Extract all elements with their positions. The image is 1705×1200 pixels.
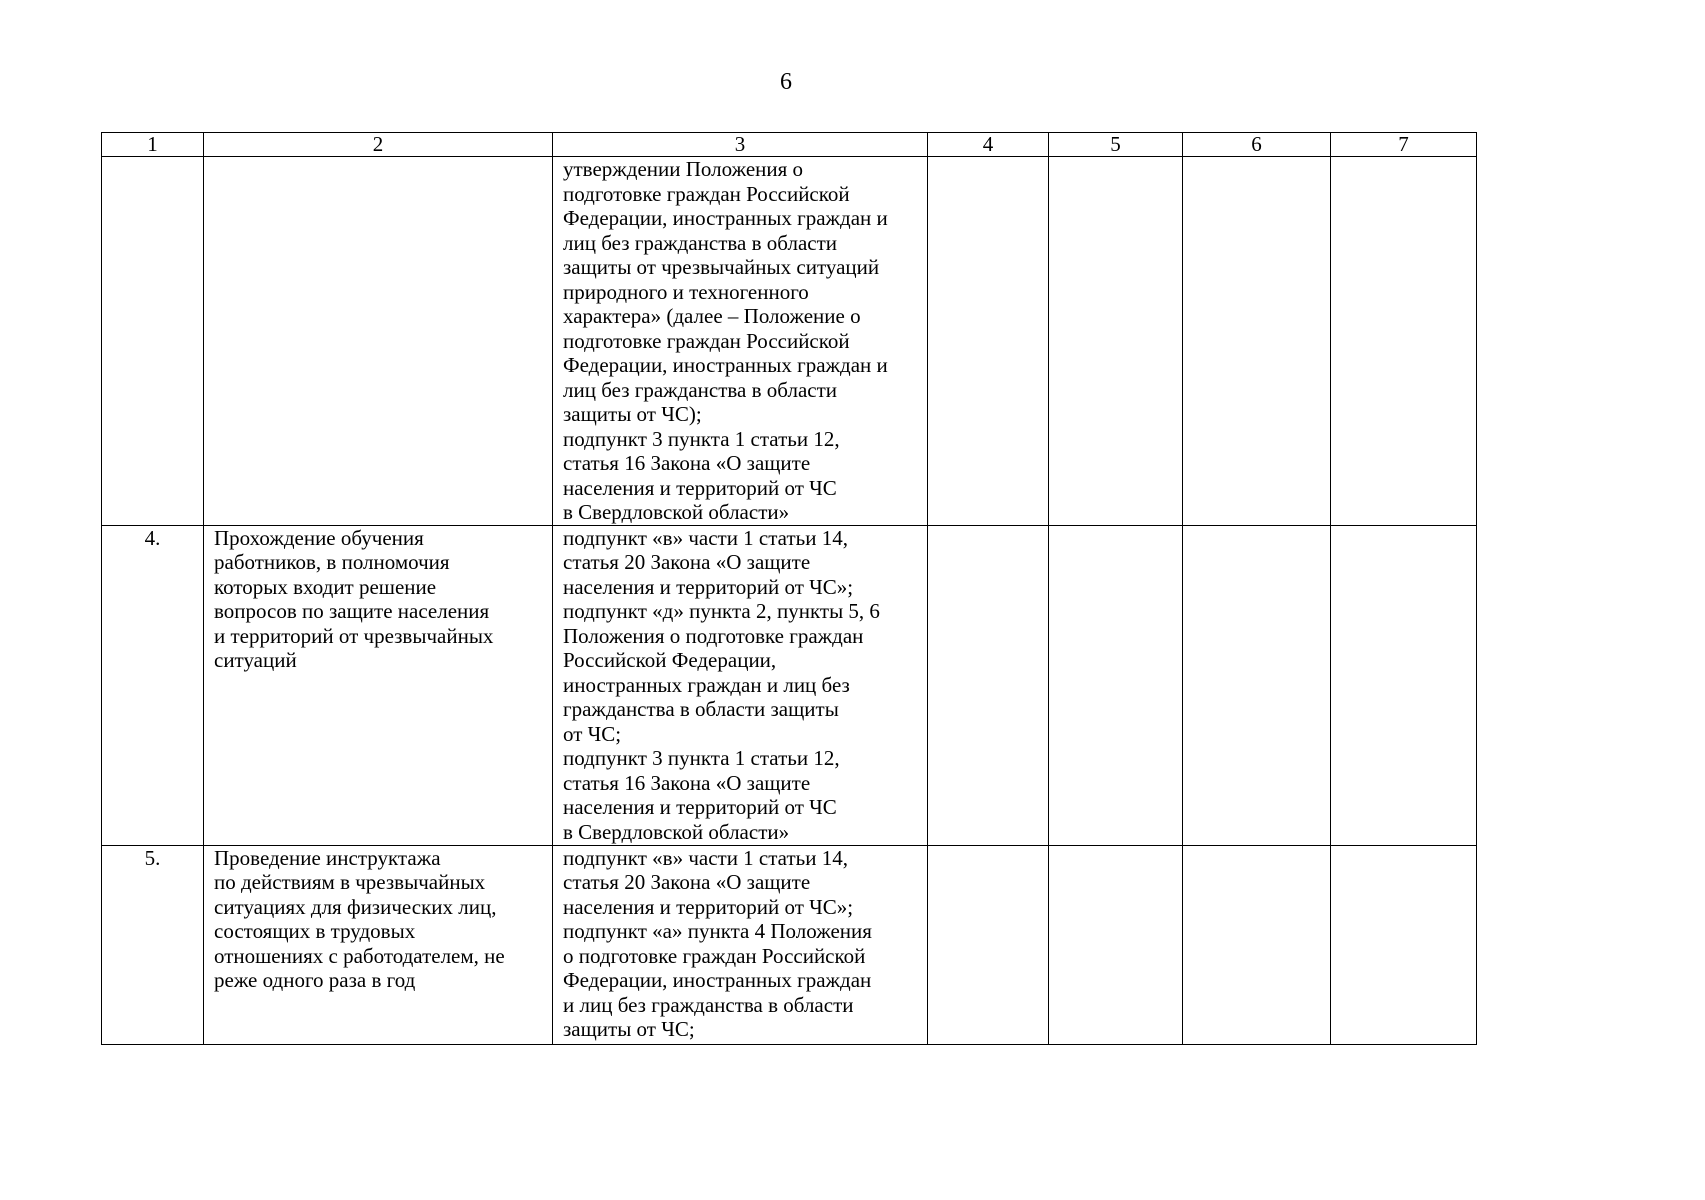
cell-col-4 [928,157,1049,526]
cell-col-4 [928,845,1049,1044]
text-line: состоящих в трудовых [214,919,416,943]
requirement-name [204,525,553,845]
text-line: работников, в полномочия [214,550,450,574]
text-line: отношениях с работодателем, не [214,943,505,968]
text-line: подпункт «д» пункта 2, пункты 5, 6 [563,599,880,623]
text-line: защиты от чрезвычайных ситуаций [563,255,880,279]
header-col-6: 6 [1183,133,1331,157]
page-number: 6 [780,69,792,95]
text-line: природного и техногенного [563,279,809,304]
requirement-name [204,157,553,526]
cell-col-6 [1183,845,1331,1044]
text-line: ситуациях для физических лиц, [214,894,497,919]
text-line: Федерации, иностранных граждан [563,968,872,992]
cell-col-6 [1183,157,1331,526]
text-line: реже одного раза в год [214,968,416,992]
legal-basis [553,157,928,526]
text-line: статья 20 Закона «О защите [563,870,811,894]
text-line: подпункт «а» пункта 4 Положения [563,919,872,943]
cell-col-5 [1049,845,1183,1044]
text-line: вопросов по защите населения [214,599,490,623]
text-line: населения и территорий от ЧС»; [563,894,854,919]
text-line: населения и территорий от ЧС [563,795,837,819]
requirements-table [101,132,1477,1045]
text-line: Российской Федерации, [563,648,777,672]
cell-col-7 [1331,157,1477,526]
legal-basis [553,845,928,1044]
text-line: лиц без гражданства в области [563,230,837,255]
text-line: населения и территорий от ЧС [563,475,837,500]
header-col-2: 2 [204,133,553,157]
header-col-3: 3 [553,133,928,157]
text-line: и территорий от чрезвычайных [214,623,494,648]
text-line: характера» (далее – Положение о [563,304,861,328]
header-col-5: 5 [1049,133,1183,157]
text-line: подготовке граждан Российской [563,328,850,353]
text-line: Федерации, иностранных граждан и [563,206,888,230]
text-line: Федерации, иностранных граждан и [563,353,888,377]
text-line: Прохождение обучения [214,525,424,550]
table-row [102,525,1477,845]
header-row [102,133,1477,157]
text-line: которых входит решение [214,574,437,599]
text-line: Положения о подготовке граждан [563,623,864,648]
header-col-7: 7 [1331,133,1477,157]
requirement-name [204,845,553,1044]
cell-col-7 [1331,525,1477,845]
text-line: статья 16 Закона «О защите [563,451,811,475]
cell-col-6 [1183,525,1331,845]
text-line: подпункт «в» части 1 статьи 14, [563,845,848,870]
text-line: населения и территорий от ЧС»; [563,574,854,599]
text-line: утверждении Положения о [563,157,804,181]
text-line: и лиц без гражданства в области [563,992,854,1017]
legal-basis [553,525,928,845]
row-number: 4. [102,525,204,845]
text-line: иностранных граждан и лиц без [563,672,850,697]
text-line: Проведение инструктажа [214,845,441,870]
row-number [102,157,204,526]
text-line: по действиям в чрезвычайных [214,870,486,894]
text-line: лиц без гражданства в области [563,377,837,402]
text-line: статья 20 Закона «О защите [563,550,811,574]
table-row [102,157,1477,526]
text-line: о подготовке граждан Российской [563,943,866,968]
table-row [102,845,1477,1044]
text-line: подпункт «в» части 1 статьи 14, [563,525,848,550]
text-line: от ЧС; [563,721,622,746]
text-line: защиты от ЧС; [563,1017,695,1041]
text-line: гражданства в области защиты [563,697,839,721]
text-line: подготовке граждан Российской [563,181,850,206]
cell-col-5 [1049,157,1183,526]
text-line: ситуаций [214,648,297,672]
cell-col-7 [1331,845,1477,1044]
text-line: статья 16 Закона «О защите [563,770,811,795]
header-col-1: 1 [102,133,204,157]
text-line: подпункт 3 пункта 1 статьи 12, [563,746,840,770]
text-line: подпункт 3 пункта 1 статьи 12, [563,426,840,451]
header-col-4: 4 [928,133,1049,157]
text-line: защиты от ЧС); [563,402,702,426]
text-line: в Свердловской области» [563,819,790,844]
cell-col-4 [928,525,1049,845]
row-number: 5. [102,845,204,1044]
cell-col-5 [1049,525,1183,845]
text-line: в Свердловской области» [563,500,790,524]
